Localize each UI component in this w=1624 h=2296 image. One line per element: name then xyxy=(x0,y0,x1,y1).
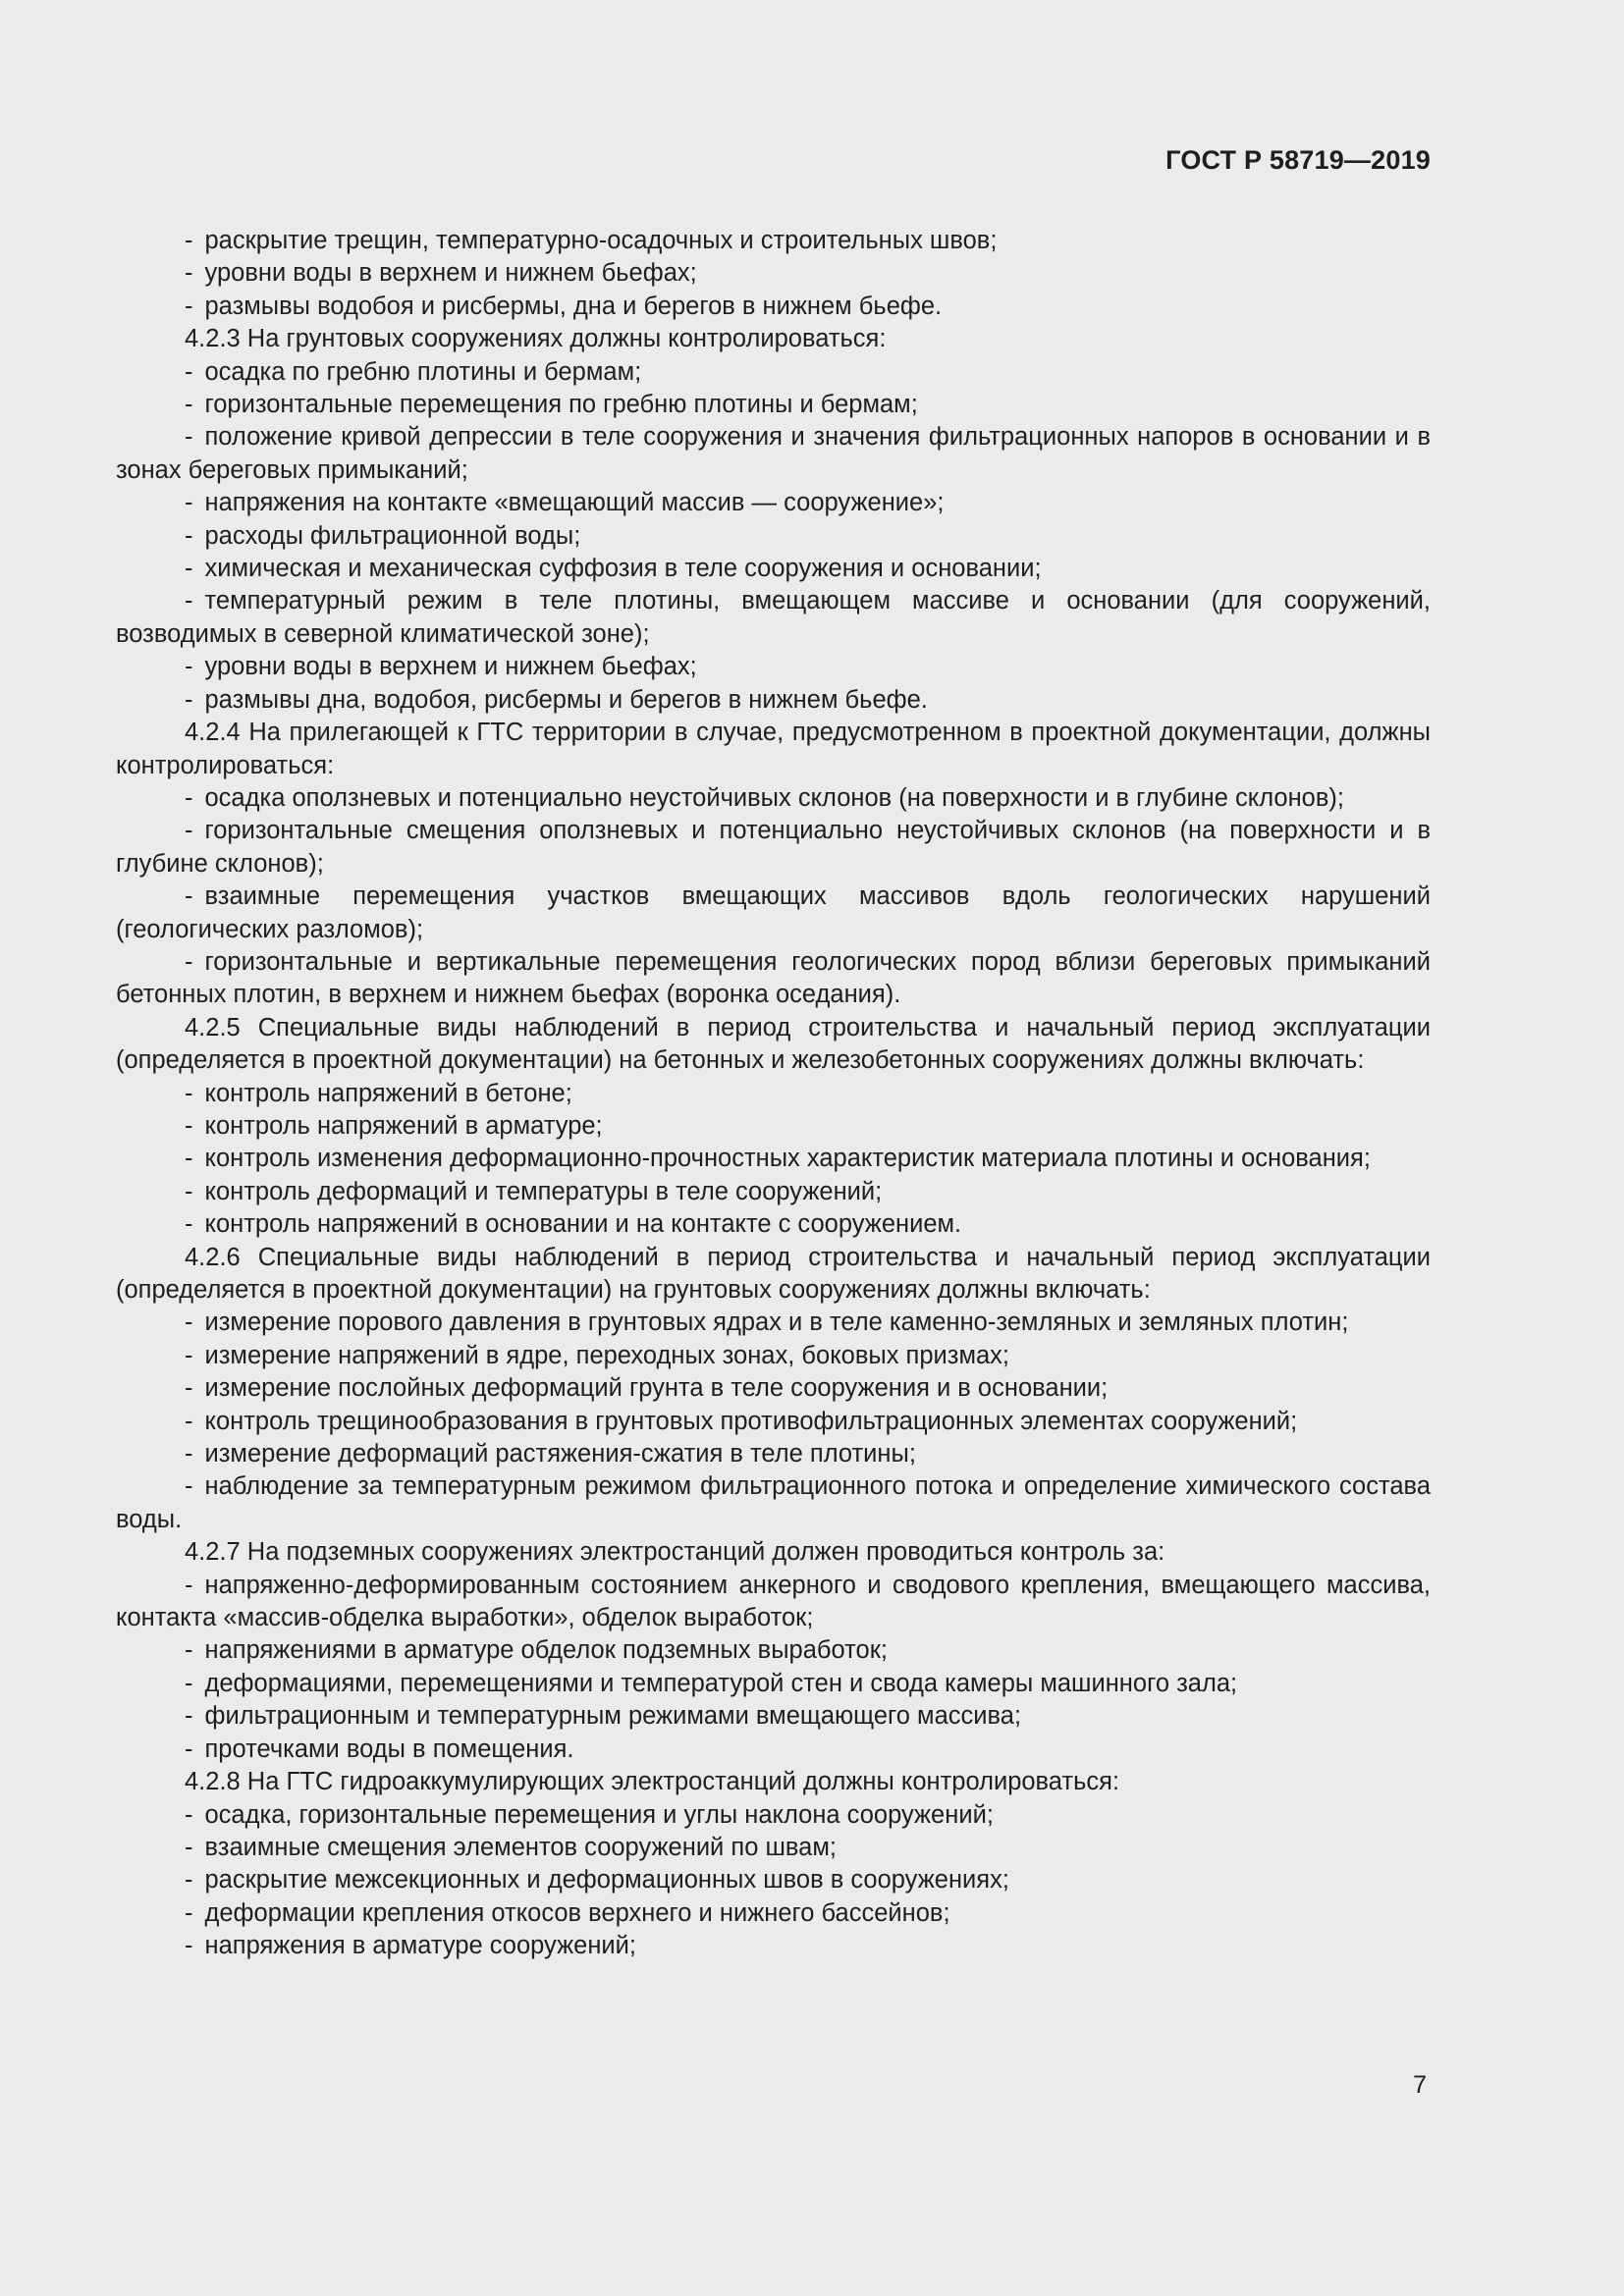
list-item-text: уровни воды в верхнем и нижнем бьефах; xyxy=(204,259,697,288)
document-header-code: ГОСТ Р 58719—2019 xyxy=(1165,145,1431,175)
list-bullet: - xyxy=(185,1145,193,1173)
list-item xyxy=(116,389,1431,421)
list-item xyxy=(116,1340,1431,1372)
list-bullet: - xyxy=(185,1407,193,1435)
list-bullet: - xyxy=(185,357,193,386)
list-item xyxy=(116,1634,1431,1667)
clause-paragraph: 4.2.3 На грунтовых сооружениях должны контролироваться: xyxy=(185,325,887,353)
list-item xyxy=(116,815,1431,881)
list-item-text: размывы дна, водобоя, рисбермы и берегов в нижнем бьефе. xyxy=(204,685,928,714)
list-item-text: взаимные перемещения участков вмещающих массивов вдоль геологических нарушений (геологических разломов); xyxy=(116,882,1431,943)
list-item-text: расходы фильтрационной воды; xyxy=(204,521,581,550)
list-item-text: контроль изменения деформационно-прочностных характеристик материала плотины и основания; xyxy=(204,1145,1371,1173)
list-item-text: контроль трещинообразования в грунтовых противофильтрационных элементах сооружений; xyxy=(204,1407,1298,1435)
list-bullet: - xyxy=(185,1669,193,1697)
list-item-text: контроль напряжений в бетоне; xyxy=(204,1079,572,1107)
list-bullet: - xyxy=(185,521,193,550)
list-bullet: - xyxy=(185,1374,193,1403)
list-item-text: деформации крепления откосов верхнего и нижнего бассейнов; xyxy=(204,1898,950,1927)
list-item-text: измерение деформаций растяжения-сжатия в теле плотины; xyxy=(204,1440,916,1468)
list-item xyxy=(116,1930,1431,1962)
list-bullet: - xyxy=(185,1866,193,1895)
list-item xyxy=(116,291,1431,323)
list-item-text: положение кривой депрессии в теле сооружения и значения фильтрационных напоров в основании и в зонах береговых примыканий; xyxy=(116,423,1431,484)
list-item-text: измерение напряжений в ядре, переходных зонах, боковых призмах; xyxy=(204,1341,1009,1369)
list-item-text: напряжениями в арматуре обделок подземных выработок; xyxy=(204,1636,888,1665)
list-item-text: осадка, горизонтальные перемещения и углы наклона сооружений; xyxy=(204,1800,994,1829)
list-item xyxy=(116,1208,1431,1241)
list-bullet: - xyxy=(185,1833,193,1861)
list-item-text: контроль деформаций и температуры в теле сооружений; xyxy=(204,1177,883,1205)
list-item xyxy=(116,651,1431,683)
list-bullet: - xyxy=(185,423,193,452)
list-item xyxy=(116,553,1431,585)
list-item-text: протечками воды в помещения. xyxy=(204,1735,574,1763)
list-bullet: - xyxy=(185,783,193,812)
list-bullet: - xyxy=(185,1079,193,1107)
list-bullet: - xyxy=(185,1932,193,1960)
list-item xyxy=(116,1406,1431,1438)
list-item-text: химическая и механическая суффозия в теле сооружения и основании; xyxy=(204,555,1042,583)
list-item xyxy=(116,1864,1431,1896)
clause-paragraph: 4.2.6 Специальные виды наблюдений в период строительства и начальный период эксплуатации (определяется в проектной документации) на грунтовых сооружениях должны включать: xyxy=(116,1243,1431,1304)
list-item xyxy=(116,1799,1431,1832)
list-bullet: - xyxy=(185,555,193,583)
list-item-text: контроль напряжений в основании и на контакте с сооружением. xyxy=(204,1210,962,1239)
list-item-text: горизонтальные смещения оползневых и потенциально неустойчивых склонов (на поверхности и в глубине склонов); xyxy=(116,817,1431,878)
list-bullet: - xyxy=(185,1440,193,1468)
list-item xyxy=(116,520,1431,553)
list-item-text: напряжения в арматуре сооружений; xyxy=(204,1932,636,1960)
list-item xyxy=(116,881,1431,946)
list-item xyxy=(116,1470,1431,1536)
list-item-text: раскрытие межсекционных и деформационных швов в сооружениях; xyxy=(204,1866,1009,1895)
list-item-text: контроль напряжений в арматуре; xyxy=(204,1111,603,1140)
list-item xyxy=(116,1668,1431,1700)
list-bullet: - xyxy=(185,1800,193,1829)
list-bullet: - xyxy=(185,882,193,911)
list-item xyxy=(116,1700,1431,1733)
list-item-text: измерение порового давления в грунтовых ядрах и в теле каменно-земляных и земляных плотин; xyxy=(204,1308,1349,1337)
list-item-text: размывы водобоя и рисбермы, дна и берегов в нижнем бьефе. xyxy=(204,292,943,320)
list-item-text: раскрытие трещин, температурно-осадочных и строительных швов; xyxy=(204,227,998,254)
list-bullet: - xyxy=(185,259,193,288)
list-item-text: осадка по гребню плотины и бермам; xyxy=(204,357,642,386)
clause-paragraph: 4.2.7 На подземных сооружениях электростанций должен проводиться контроль за: xyxy=(185,1538,1165,1567)
list-item xyxy=(116,421,1431,487)
list-bullet: - xyxy=(185,685,193,714)
list-bullet: - xyxy=(185,587,193,615)
page-number: 7 xyxy=(1413,2071,1427,2099)
list-bullet: - xyxy=(185,1341,193,1369)
list-item-text: уровни воды в верхнем и нижнем бьефах; xyxy=(204,653,697,681)
list-item-text: горизонтальные и вертикальные перемещения геологических пород вблизи береговых примыканий бетонных плотин, в верхнем и нижнем бьефах (воронка оседания). xyxy=(116,947,1431,1009)
list-item xyxy=(116,1438,1431,1470)
list-bullet: - xyxy=(185,1472,193,1501)
list-bullet: - xyxy=(185,1898,193,1927)
list-bullet: - xyxy=(185,1702,193,1731)
list-item xyxy=(116,1110,1431,1143)
document-body xyxy=(116,225,1431,1963)
list-item-text: напряженно-деформированным состоянием анкерного и сводового крепления, вмещающего массива, контакта «массив-обделка выработки», обделок выработок; xyxy=(116,1571,1431,1632)
list-item-text: температурный режим в теле плотины, вмещающем массиве и основании (для сооружений, возводимых в северной климатической зоне); xyxy=(116,587,1431,648)
list-item-text: измерение послойных деформаций грунта в теле сооружения и в основании; xyxy=(204,1374,1109,1403)
list-item xyxy=(116,1372,1431,1405)
list-bullet: - xyxy=(185,1210,193,1239)
list-bullet: - xyxy=(185,947,193,976)
clause-paragraph: 4.2.5 Специальные виды наблюдений в период строительства и начальный период эксплуатации (определяется в проектной документации) на бетонных и железобетонных сооружениях должны включать: xyxy=(116,1013,1431,1075)
list-bullet: - xyxy=(185,391,193,419)
list-item-text: осадка оползневых и потенциально неустойчивых склонов (на поверхности и в глубине склонов); xyxy=(204,783,1344,812)
list-bullet: - xyxy=(185,292,193,320)
list-bullet: - xyxy=(185,227,193,254)
list-item xyxy=(116,1143,1431,1175)
list-item xyxy=(116,1176,1431,1208)
list-item xyxy=(116,1078,1431,1110)
list-item xyxy=(116,585,1431,651)
list-item xyxy=(116,257,1431,290)
list-bullet: - xyxy=(185,1177,193,1205)
list-item xyxy=(116,946,1431,1012)
list-bullet: - xyxy=(185,817,193,845)
list-item xyxy=(116,1734,1431,1766)
clause-paragraph: 4.2.8 На ГТС гидроаккумулирующих электростанций должны контролироваться: xyxy=(185,1768,1120,1796)
list-item xyxy=(116,225,1431,257)
list-bullet: - xyxy=(185,653,193,681)
list-item xyxy=(116,1307,1431,1339)
list-bullet: - xyxy=(185,1571,193,1599)
list-item xyxy=(116,684,1431,717)
list-item-text: горизонтальные перемещения по гребню плотины и бермам; xyxy=(204,391,918,419)
list-item xyxy=(116,1897,1431,1930)
list-item xyxy=(116,356,1431,389)
list-item-text: наблюдение за температурным режимом фильтрационного потока и определение химического состава воды. xyxy=(116,1472,1431,1533)
list-item xyxy=(116,782,1431,815)
list-bullet: - xyxy=(185,1308,193,1337)
list-bullet: - xyxy=(185,1111,193,1140)
clause-paragraph: 4.2.4 На прилегающей к ГТС территории в случае, предусмотренном в проектной документации, должны контролироваться: xyxy=(116,719,1431,779)
list-item xyxy=(116,1570,1431,1635)
list-item-text: деформациями, перемещениями и температурой стен и свода камеры машинного зала; xyxy=(204,1669,1238,1697)
list-bullet: - xyxy=(185,1636,193,1665)
list-item-text: взаимные смещения элементов сооружений по швам; xyxy=(204,1833,837,1861)
list-bullet: - xyxy=(185,1735,193,1763)
list-bullet: - xyxy=(185,489,193,517)
list-item-text: фильтрационным и температурным режимами вмещающего массива; xyxy=(204,1702,1022,1731)
list-item xyxy=(116,487,1431,519)
list-item-text: напряжения на контакте «вмещающий массив — сооружение»; xyxy=(204,489,945,517)
list-item xyxy=(116,1832,1431,1864)
